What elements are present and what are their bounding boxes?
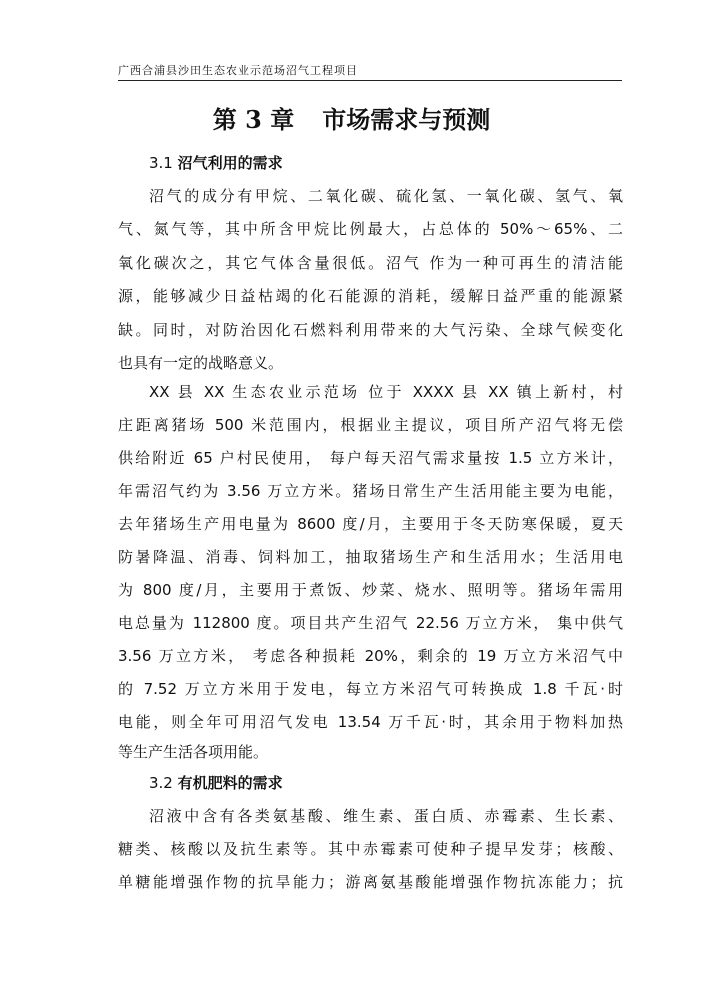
- text-line: 沼气的成分有甲烷、二氧化碳、硫化氢、一氧化碳、氢气、氧: [149, 187, 623, 205]
- text-line: 为 800 度/月，主要用于煮饭、炒菜、烧水、照明等。猪场年需用: [118, 581, 623, 599]
- section-title: 有机肥料的需求: [177, 774, 283, 792]
- text-line: 去年猪场生产用电量为 8600 度/月，主要用于冬天防寒保暖，夏天: [118, 515, 623, 533]
- section-number: 3.1: [149, 154, 173, 172]
- text-line: 电总量为 112800 度。项目共产生沼气 22.56 万立方米， 集中供气: [118, 614, 623, 632]
- running-header: 广西合浦县沙田生态农业示范场沼气工程项目: [118, 64, 358, 77]
- text-line: 电能，则全年可用沼气发电 13.54 万千瓦·时，其余用于物料加热: [118, 713, 623, 731]
- section-heading-3-2: [149, 772, 283, 793]
- text-line: 防暑降温、消毒、饲料加工，抽取猪场生产和生活用水；生活用电: [118, 548, 623, 566]
- text-line: 缺。同时，对防治因化石燃料利用带来的大气污染、全球气候变化: [118, 321, 623, 339]
- text-line: 糖类、核酸以及抗生素等。其中赤霉素可使种子提早发芽；核酸、: [118, 840, 623, 858]
- chapter-heading: [0, 100, 703, 135]
- text-line: 气、氮气等，其中所含甲烷比例最大，占总体的 50%～65%、二: [118, 220, 623, 238]
- text-line: 单糖能增强作物的抗旱能力；游离氨基酸能增强作物抗冻能力；抗: [118, 873, 623, 891]
- chapter-title: 市场需求与预测: [322, 105, 491, 134]
- text-line: 3.56 万立方米， 考虑各种损耗 20%，剩余的 19 万立方米沼气中: [118, 647, 623, 665]
- text-line: 等生产生活各项用能。: [118, 743, 269, 761]
- text-line: 氧化碳次之，其它气体含量很低。沼气 作为一种可再生的清洁能: [118, 254, 623, 272]
- text-line: 也具有一定的战略意义。: [118, 354, 284, 372]
- text-line: XX 县 XX 生态农业示范场 位于 XXXX 县 XX 镇上新村，村: [149, 383, 623, 401]
- text-line: 的 7.52 万立方米用于发电，每立方米沼气可转换成 1.8 千瓦·时: [118, 680, 623, 698]
- section-title: 沼气利用的需求: [177, 154, 283, 172]
- header-rule: [118, 80, 622, 81]
- text-line: 源，能够减少日益枯竭的化石能源的消耗，缓解日益严重的能源紧: [118, 287, 623, 305]
- text-line: 沼液中含有各类氨基酸、维生素、蛋白质、赤霉素、生长素、: [149, 807, 623, 825]
- section-heading-3-1: [149, 152, 283, 173]
- text-line: 供给附近 65 户村民使用， 每户每天沼气需求量按 1.5 立方米计，: [118, 449, 623, 467]
- section-number: 3.2: [149, 774, 173, 792]
- text-line: 年需沼气约为 3.56 万立方米。猪场日常生产生活用能主要为电能，: [118, 482, 623, 500]
- text-line: 庄距离猪场 500 米范围内，根据业主提议，项目所产沼气将无偿: [118, 416, 623, 434]
- chapter-number: 第 3 章: [212, 105, 295, 134]
